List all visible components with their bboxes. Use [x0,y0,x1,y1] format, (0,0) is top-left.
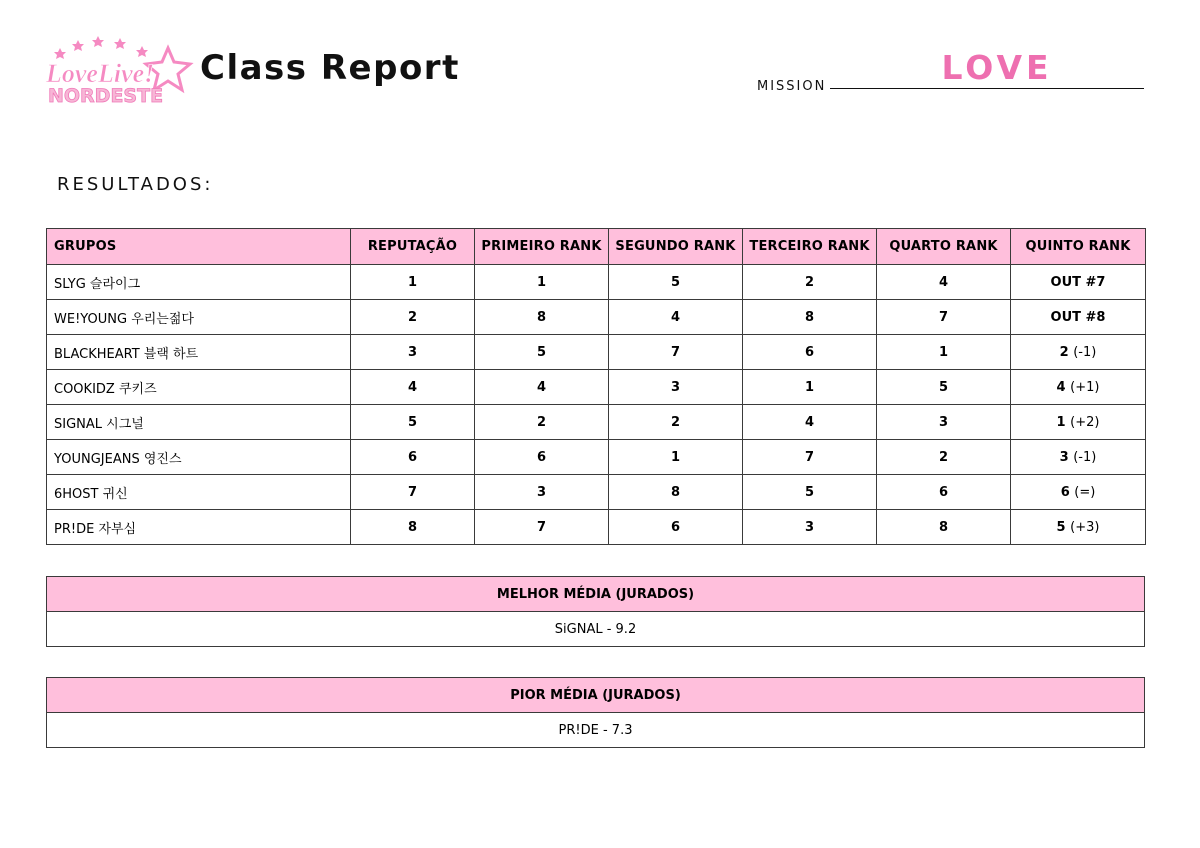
reputation-cell: 7 [351,475,475,510]
worst-average-value: PR!DE - 7.3 [47,713,1145,748]
rank-change: (+2) [1070,414,1100,430]
rank1-cell: 4 [475,370,609,405]
rank-change: (+1) [1070,379,1100,395]
worst-average-table [46,677,1145,748]
final-rank: 6 [1060,484,1070,500]
rank4-cell: 3 [877,405,1011,440]
lovelive-nordeste-logo [40,34,200,106]
rank2-cell: 3 [609,370,743,405]
worst-average-header: PIOR MÉDIA (JURADOS) [47,678,1145,713]
rank3-cell: 7 [743,440,877,475]
best-average-table [46,576,1145,647]
rank4-cell: 4 [877,265,1011,300]
sparkle-icon [92,36,104,47]
final-rank: 3 [1059,449,1069,465]
rank3-cell: 6 [743,335,877,370]
rank4-cell: 5 [877,370,1011,405]
results-header-row [47,229,1146,265]
rank1-cell: 3 [475,475,609,510]
sparkle-icon [136,46,148,57]
sparkle-icon [54,48,66,59]
rank5-cell [1011,265,1146,300]
reputation-cell: 5 [351,405,475,440]
table-row [47,370,1146,405]
group-name: BLACKHEART 블랙 하트 [47,335,351,370]
rank1-cell: 2 [475,405,609,440]
group-name: PR!DE 자부심 [47,510,351,545]
rank5-cell [1011,335,1146,370]
rank4-cell: 7 [877,300,1011,335]
table-row [47,335,1146,370]
reputation-cell: 6 [351,440,475,475]
mission-label: MISSION [757,79,827,94]
column-header: PRIMEIRO RANK [475,229,609,265]
rank3-cell: 3 [743,510,877,545]
group-name: SLYG 슬라이그 [47,265,351,300]
reputation-cell: 4 [351,370,475,405]
rank1-cell: 7 [475,510,609,545]
logo-graphic [40,34,200,106]
column-header: TERCEIRO RANK [743,229,877,265]
final-rank: 2 [1059,344,1069,360]
group-name: SIGNAL 시그널 [47,405,351,440]
rank2-cell: 2 [609,405,743,440]
group-name: 6HOST 귀신 [47,475,351,510]
rank1-cell: 5 [475,335,609,370]
page-title: Class Report [200,48,460,88]
rank1-cell: 1 [475,265,609,300]
rank4-cell: 6 [877,475,1011,510]
final-rank: 5 [1056,519,1066,535]
rank5-cell [1011,300,1146,335]
best-average-header: MELHOR MÉDIA (JURADOS) [47,577,1145,612]
rank3-cell: 1 [743,370,877,405]
table-row [47,300,1146,335]
column-header: GRUPOS [47,229,351,265]
rank5-cell [1011,510,1146,545]
column-header: REPUTAÇÃO [351,229,475,265]
rank2-cell: 5 [609,265,743,300]
group-name: WE!YOUNG 우리는젊다 [47,300,351,335]
table-row [47,265,1146,300]
rank3-cell: 8 [743,300,877,335]
rank-change: (-1) [1073,344,1097,360]
rank2-cell: 1 [609,440,743,475]
column-header: QUINTO RANK [1011,229,1146,265]
rank-change: (-1) [1073,449,1097,465]
rank2-cell: 6 [609,510,743,545]
final-rank: OUT #8 [1050,309,1106,325]
rank2-cell: 8 [609,475,743,510]
sparkle-icon [114,38,126,49]
table-row [47,510,1146,545]
column-header: SEGUNDO RANK [609,229,743,265]
table-row [47,475,1146,510]
reputation-cell: 1 [351,265,475,300]
final-rank: OUT #7 [1050,274,1106,290]
logo-text-line1: LoveLive! [46,59,155,88]
rank4-cell: 1 [877,335,1011,370]
rank3-cell: 2 [743,265,877,300]
mission-underline [830,88,1144,89]
rank5-cell [1011,475,1146,510]
rank4-cell: 2 [877,440,1011,475]
rank3-cell: 4 [743,405,877,440]
reputation-cell: 2 [351,300,475,335]
final-rank: 4 [1056,379,1066,395]
reputation-cell: 8 [351,510,475,545]
reputation-cell: 3 [351,335,475,370]
mission-value: LOVE [941,48,1053,87]
table-row [47,405,1146,440]
best-average-value: SiGNAL - 9.2 [47,612,1145,647]
rank2-cell: 4 [609,300,743,335]
rank5-cell [1011,440,1146,475]
rank5-cell [1011,405,1146,440]
rank5-cell [1011,370,1146,405]
rank1-cell: 6 [475,440,609,475]
results-table [46,228,1146,545]
sparkle-icon [72,40,84,51]
group-name: YOUNGJEANS 영진스 [47,440,351,475]
logo-text-line2: NORDESTE [48,85,164,106]
column-header: QUARTO RANK [877,229,1011,265]
final-rank: 1 [1056,414,1066,430]
table-row [47,440,1146,475]
rank3-cell: 5 [743,475,877,510]
section-heading: RESULTADOS: [57,174,214,195]
rank2-cell: 7 [609,335,743,370]
group-name: COOKIDZ 쿠키즈 [47,370,351,405]
rank4-cell: 8 [877,510,1011,545]
rank-change: (+3) [1070,519,1100,535]
rank-change: (=) [1074,484,1096,500]
rank1-cell: 8 [475,300,609,335]
